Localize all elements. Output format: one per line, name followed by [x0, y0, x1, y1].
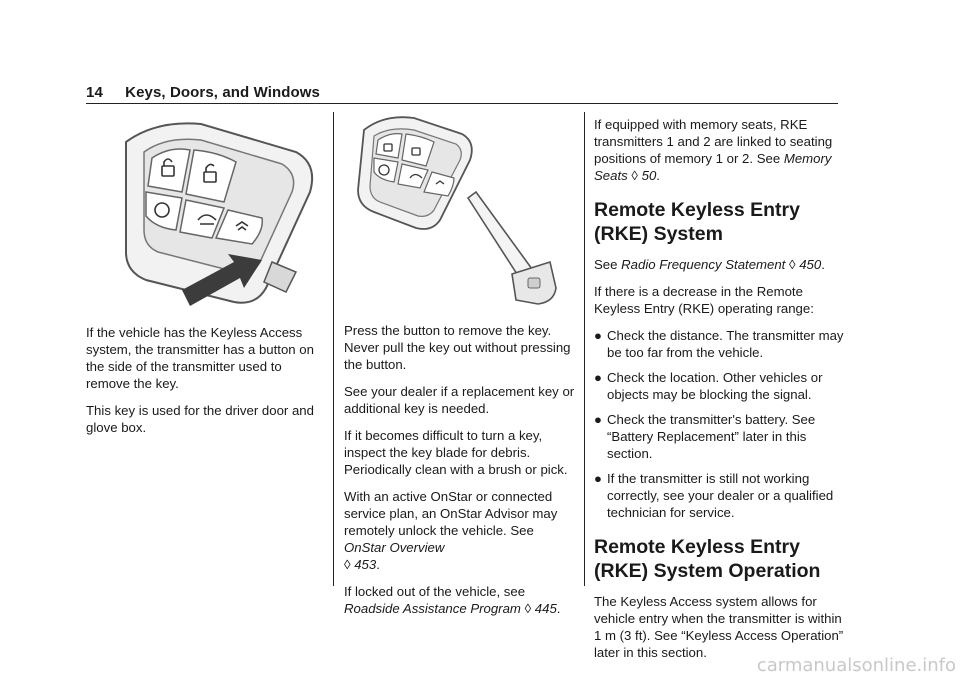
list-item: ● If the transmitter is still not working correctly, see your dealer or a qualified technician for service. — [594, 471, 834, 520]
column-divider-2 — [584, 112, 585, 586]
page-reference[interactable]: 50 — [641, 168, 657, 183]
ref-arrow-icon: ◊ — [631, 168, 638, 183]
page-reference[interactable]: 445 — [534, 601, 557, 616]
bullet-icon: ● — [594, 328, 602, 343]
bullet-icon: ● — [594, 370, 602, 385]
cross-reference-link[interactable]: Memory Seats — [594, 151, 832, 183]
column-1 — [86, 112, 326, 446]
paragraph: If locked out of the vehicle, see Roadside Assistance Program ◊ 445. — [344, 584, 561, 616]
watermark: carmanualsonline.info — [756, 655, 956, 676]
ref-arrow-icon: ◊ — [344, 557, 351, 572]
running-header — [86, 84, 320, 101]
paragraph: If there is a decrease in the Remote Keyless Entry (RKE) operating range: — [594, 284, 814, 316]
key-blade — [468, 192, 556, 304]
list-item: ● Check the distance. The transmitter may be too far from the vehicle. — [594, 328, 844, 360]
paragraph: If the vehicle has the Keyless Access system, the transmitter has a button on the side of the transmitter used to remove the key. — [86, 325, 314, 391]
page-number: 14 — [86, 84, 103, 101]
bullet-list — [594, 327, 844, 521]
header-rule — [86, 103, 838, 104]
chapter-title: Keys, Doors, and Windows — [125, 84, 320, 101]
paragraph: With an active OnStar or connected service plan, an OnStar Advisor may remotely unlock the vehicle. See OnStar Overview ◊ 453. — [344, 489, 558, 572]
key-blade-removal-illustration — [344, 112, 576, 308]
list-item: ● Check the transmitter's battery. See “Battery Replacement” later in this section. — [594, 412, 816, 461]
paragraph: Press the button to remove the key. Never pull the key out without pressing the button. — [344, 323, 571, 372]
bullet-icon: ● — [594, 412, 602, 427]
cross-reference-link[interactable]: Roadside Assistance Program — [344, 601, 521, 616]
ref-arrow-icon: ◊ — [524, 601, 532, 616]
paragraph: This key is used for the driver door and glove box. — [86, 403, 314, 435]
key-fob-side-button-illustration — [86, 112, 326, 308]
paragraph: If equipped with memory seats, RKE transmitters 1 and 2 are linked to seating positions of memory 1 or 2. See Memory Seats ◊ 50. — [594, 117, 833, 183]
ref-arrow-icon: ◊ — [789, 257, 796, 272]
column-divider-1 — [333, 112, 334, 586]
section-heading: Remote Keyless Entry (RKE) System Operation — [594, 536, 821, 582]
paragraph: See Radio Frequency Statement ◊ 450. — [594, 257, 825, 272]
cross-reference-link[interactable]: OnStar Overview — [344, 540, 445, 555]
column-2 — [344, 112, 576, 627]
paragraph: The Keyless Access system allows for vehicle entry when the transmitter is within 1 m (3 ft). See “Keyless Access Operation” later in this section. — [594, 594, 844, 660]
page-reference[interactable]: 453 — [354, 557, 377, 572]
bullet-icon: ● — [594, 471, 602, 486]
paragraph: If it becomes difficult to turn a key, inspect the key blade for debris. Periodically clean with a brush or pick. — [344, 428, 568, 477]
paragraph: See your dealer if a replacement key or additional key is needed. — [344, 384, 575, 416]
cross-reference-link[interactable]: Radio Frequency Statement — [621, 257, 786, 272]
page-reference[interactable]: 450 — [799, 257, 822, 272]
list-item: ● Check the location. Other vehicles or objects may be blocking the signal. — [594, 370, 823, 402]
column-3 — [594, 116, 844, 671]
section-heading: Remote Keyless Entry (RKE) System — [594, 199, 800, 245]
